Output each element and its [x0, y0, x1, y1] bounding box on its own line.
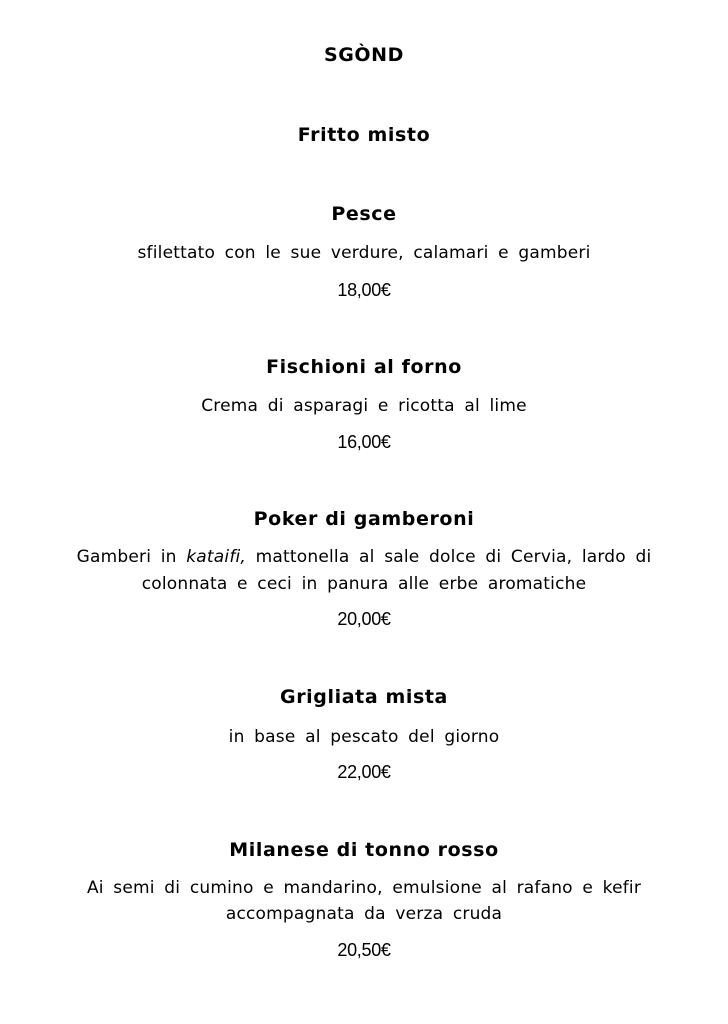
menu-item-name: Poker di gamberoni [253, 508, 475, 530]
menu-item-name: Fischioni al forno [266, 356, 462, 378]
menu-item-description: Crema di asparagi e ricotta al lime [201, 396, 527, 416]
description-text: Gamberi in [76, 547, 177, 567]
menu-item-price: 22,00€ [337, 762, 391, 782]
menu-item-description: Ai semi di cumino e mandarino, emulsione al rafano e kefir [86, 878, 642, 898]
category-title: Fritto misto [297, 124, 431, 146]
menu-item-description: accompagnata da verza cruda [225, 904, 503, 924]
menu-item-name: Pesce [331, 203, 397, 225]
description-italic-text: kataifi, [186, 547, 247, 567]
menu-item-description [0, 547, 728, 567]
menu-item-name: Milanese di tonno rosso [229, 839, 499, 861]
menu-item-price: 16,00€ [337, 432, 391, 452]
description-text: mattonella al sale dolce di Cervia, lardo di [255, 547, 652, 567]
menu-item-price: 20,50€ [337, 940, 391, 960]
section-title: SGÒND [323, 44, 405, 66]
menu-item-price: 18,00€ [337, 280, 391, 300]
menu-item-description: sfilettato con le sue verdure, calamari e gamberi [137, 243, 591, 263]
menu-item-description: in base al pescato del giorno [228, 727, 500, 747]
menu-item-name: Grigliata mista [280, 686, 448, 708]
menu-item-description: colonnata e ceci in panura alle erbe aromatiche [141, 574, 587, 594]
menu-item-price: 20,00€ [337, 609, 391, 629]
